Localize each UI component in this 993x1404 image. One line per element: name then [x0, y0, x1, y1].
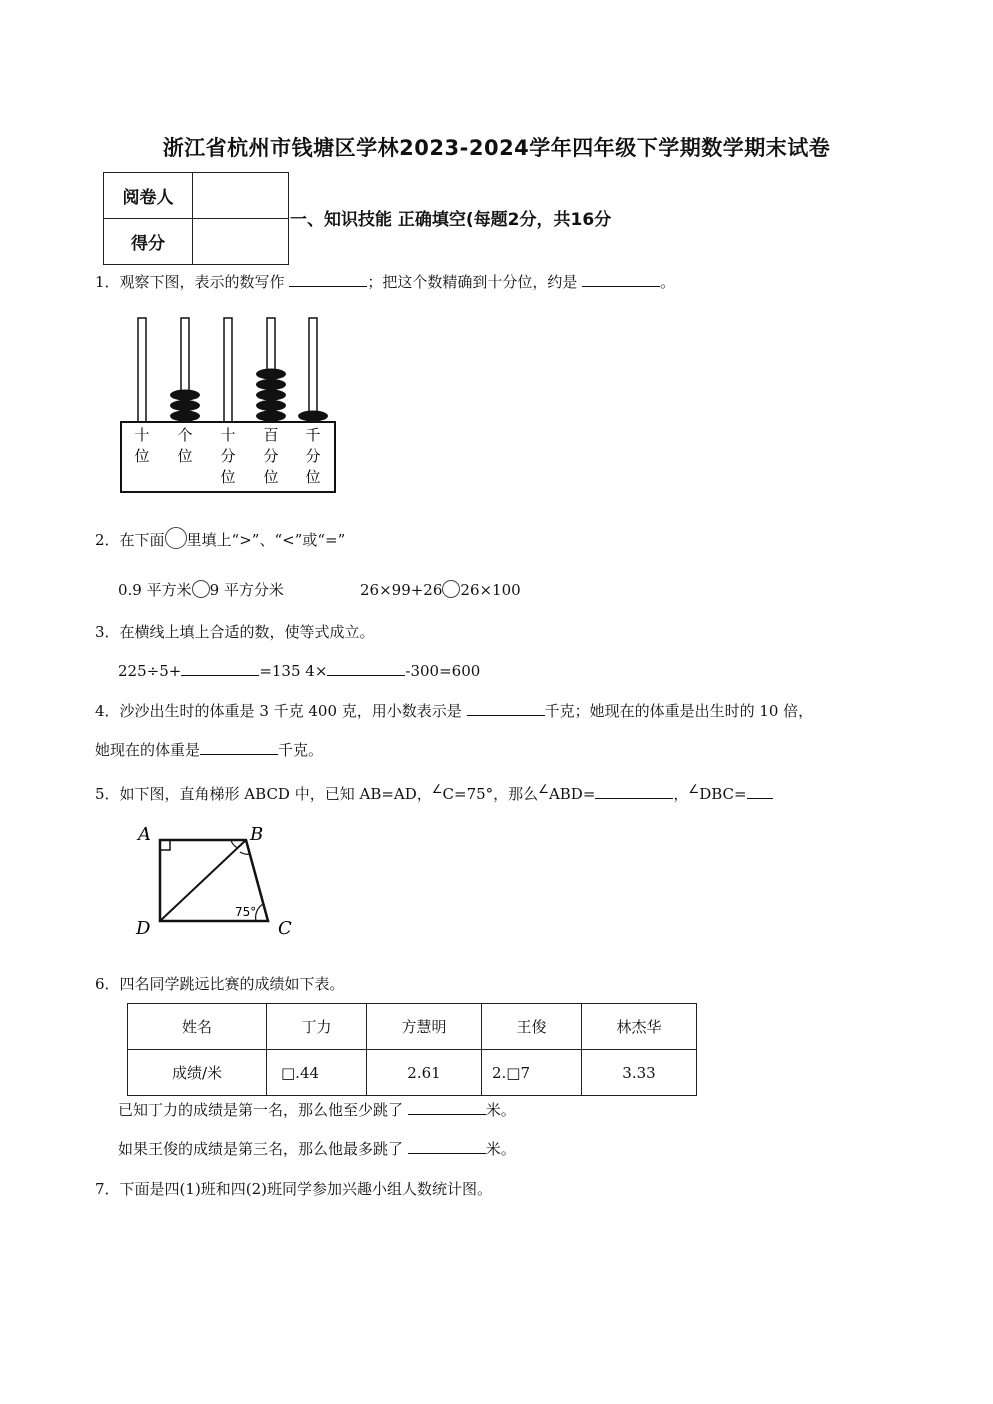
- q4-blank-2[interactable]: [200, 740, 278, 755]
- table-row: [128, 1050, 697, 1096]
- label-d: D: [136, 918, 151, 939]
- abacus-place-label: 分: [220, 447, 236, 465]
- q4-text-a: 4．沙沙出生时的体重是 3 千克 400 克，用小数表示是: [95, 702, 467, 720]
- abacus-place-label: 十: [220, 426, 236, 444]
- diagonal-bd: [160, 840, 246, 921]
- q4-blank-1[interactable]: [467, 701, 545, 716]
- question-7: 7．下面是四(1)班和四(2)班同学参加兴趣小组人数统计图。: [95, 1180, 493, 1198]
- q6-blank-2[interactable]: [408, 1139, 486, 1154]
- grader-label: 阅卷人: [104, 173, 193, 219]
- q1-blank-2[interactable]: [582, 272, 660, 287]
- q5-text-b: C=75°，那么: [442, 785, 539, 803]
- question-3: 3．在横线上填上合适的数，使等式成立。: [95, 623, 375, 641]
- q5-text-d: ，: [673, 785, 689, 803]
- q6-line-2: [118, 1138, 516, 1160]
- abacus-place-label: 十: [134, 426, 150, 444]
- score-box: [103, 172, 289, 265]
- q3-equations: [118, 660, 480, 682]
- question-1: [95, 271, 675, 293]
- q2-item2-left: 26×99+26: [360, 581, 443, 599]
- abacus-bead: [298, 411, 328, 422]
- abacus-place-label: 千: [305, 426, 321, 444]
- abacus-rod: [224, 318, 232, 422]
- q3-blank-1[interactable]: [181, 661, 259, 676]
- table-header-cell: 丁力: [267, 1004, 367, 1050]
- q5-blank-1[interactable]: [595, 784, 673, 799]
- abacus-place-label: 分: [305, 447, 321, 465]
- q5-text-a: 5．如下图，直角梯形 ABCD 中，已知 AB=AD，: [95, 785, 432, 803]
- abacus-bead: [256, 411, 286, 422]
- angle-icon: ∠: [431, 782, 443, 796]
- q5-blank-2[interactable]: [747, 784, 773, 799]
- abacus-bead: [170, 390, 200, 401]
- abacus-rod: [138, 318, 146, 422]
- q4-text-b: 千克；她现在的体重是出生时的 10 倍，: [544, 702, 814, 720]
- q3-text-a: 225÷5+: [118, 662, 182, 680]
- question-5: [95, 778, 773, 805]
- results-table: [127, 1003, 697, 1096]
- q1-blank-1[interactable]: [289, 272, 367, 287]
- q4-text-c: 她现在的体重是: [95, 741, 201, 759]
- angle-c-mark: [256, 904, 263, 921]
- abacus-place-label: 位: [134, 447, 150, 465]
- q2-item2-circle[interactable]: [442, 580, 460, 598]
- q2-item2-right: 26×100: [460, 581, 521, 599]
- table-header-cell: 姓名: [128, 1004, 267, 1050]
- abacus-bead: [256, 369, 286, 380]
- table-row-label: 成绩/米: [128, 1050, 267, 1096]
- q6-line1-unit: 米。: [485, 1101, 516, 1119]
- q5-text-c: ABD=: [548, 785, 596, 803]
- table-header-cell: 王俊: [482, 1004, 582, 1050]
- abacus-bead: [170, 411, 200, 422]
- q4-text-d: 千克。: [278, 741, 324, 759]
- angle-label: 75°: [235, 905, 257, 919]
- table-cell: 2.61: [367, 1050, 482, 1096]
- q5-text-e: DBC=: [699, 785, 747, 803]
- table-cell: 3.33: [582, 1050, 697, 1096]
- q6-blank-1[interactable]: [408, 1100, 486, 1115]
- score-label: 得分: [104, 219, 193, 265]
- q2-example-circle: [165, 527, 187, 549]
- table-header-cell: 林杰华: [582, 1004, 697, 1050]
- abacus-bead: [256, 379, 286, 390]
- grader-field[interactable]: [193, 173, 289, 219]
- score-field[interactable]: [193, 219, 289, 265]
- q6-line2-unit: 米。: [485, 1140, 516, 1158]
- q3-text-c: -300=600: [405, 662, 481, 680]
- q2-text-a: 2．在下面: [95, 531, 165, 549]
- abacus-place-label: 位: [305, 468, 321, 486]
- abacus-place-label: 位: [177, 447, 193, 465]
- question-6: 6．四名同学跳远比赛的成绩如下表。: [95, 975, 345, 993]
- label-c: C: [278, 918, 292, 939]
- section-heading: 一、知识技能 正确填空(每题2分，共16分: [290, 210, 612, 230]
- q2-text-b: 里填上“>”、“<”或“=”: [186, 531, 346, 549]
- table-header-cell: 方慧明: [367, 1004, 482, 1050]
- right-angle-mark: [160, 840, 170, 850]
- q2-item-2: [360, 579, 521, 601]
- table-cell: □.44: [267, 1050, 367, 1096]
- abacus-place-label: 百: [263, 426, 279, 444]
- q2-item1-right: 9 平方分米: [209, 581, 284, 599]
- q2-item-1: [118, 579, 284, 601]
- question-4: [95, 700, 813, 722]
- q6-line-1: [118, 1099, 516, 1121]
- q2-item1-circle[interactable]: [192, 580, 210, 598]
- abacus-bead: [170, 400, 200, 411]
- question-4-line2: [95, 739, 323, 761]
- q6-line2-text: 如果王俊的成绩是第三名，那么他最多跳了: [118, 1140, 408, 1158]
- abacus-place-label: 位: [220, 468, 236, 486]
- table-header-row: [128, 1004, 697, 1050]
- abacus-place-label: 位: [263, 468, 279, 486]
- q1-text-a: 1．观察下图，表示的数写作: [95, 273, 290, 291]
- abacus-bead: [256, 400, 286, 411]
- q1-text-b: ；把这个数精确到十分位，约是: [367, 273, 583, 291]
- q2-item1-left: 0.9 平方米: [118, 581, 192, 599]
- trapezoid-figure: [130, 820, 305, 945]
- q6-line1-text: 已知丁力的成绩是第一名，那么他至少跳了: [118, 1101, 408, 1119]
- page-title: 浙江省杭州市钱塘区学林2023-2024学年四年级下学期数学期末试卷: [162, 136, 831, 160]
- label-b: B: [250, 824, 264, 845]
- label-a: A: [138, 824, 151, 845]
- table-cell: 2.□7: [482, 1050, 582, 1096]
- q3-text-b: =135 4×: [259, 662, 328, 680]
- abacus-bead: [256, 390, 286, 401]
- angle-icon: ∠: [538, 782, 549, 796]
- q1-text-c: 。: [660, 273, 676, 291]
- abacus-rod: [309, 318, 317, 422]
- question-2: [95, 527, 345, 551]
- abacus-place-label: 个: [177, 426, 193, 444]
- abacus-figure: [118, 315, 340, 497]
- abacus-place-label: 分: [263, 447, 279, 465]
- angle-icon: ∠: [688, 782, 700, 796]
- q3-blank-2[interactable]: [327, 661, 405, 676]
